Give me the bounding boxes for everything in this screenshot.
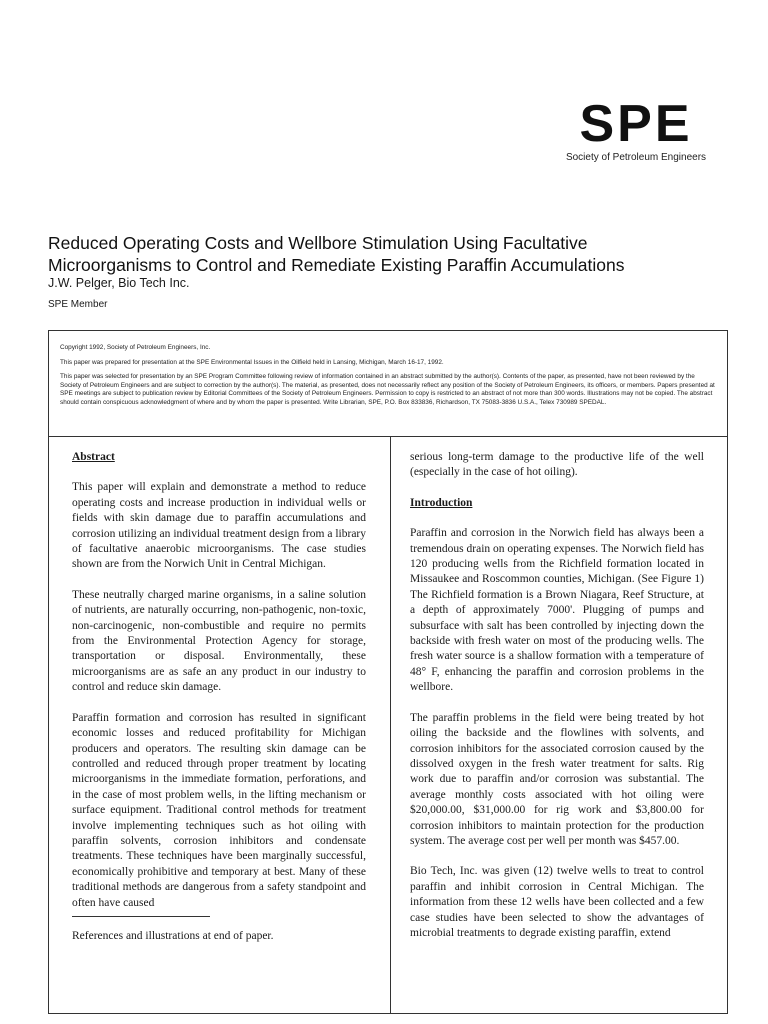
logo-mark: SPE xyxy=(579,95,693,153)
abstract-continuation: serious long-term damage to the productive life of the well (especially in the case of hot oiling). xyxy=(410,451,704,479)
footnote-rule xyxy=(72,916,210,917)
abstract-paragraph-1: This paper will explain and demonstrate a method to reduce operating costs and increase production in individual wells or fields with skin damage due to paraffin accumulations and corrosion utilizing an individual treatment design from a library of facultative anaerobic microorganisms. The case studies shown are from the Norwich Unit in Central Michigan. xyxy=(72,481,366,571)
notice-divider xyxy=(48,436,728,437)
copyright-text: Copyright 1992, Society of Petroleum Engineers, Inc. xyxy=(60,344,211,351)
abstract-heading: Abstract xyxy=(72,451,115,463)
title-line-1: Reduced Operating Costs and Wellbore Stimulation Using Facultative xyxy=(48,233,588,253)
column-divider xyxy=(390,436,391,1014)
abstract-paragraph-3: Paraffin formation and corrosion has resulted in significant economic losses and reduced profitability for Michigan producers and operators. The resulting skin damage can be controlled and reduced through proper treatment by locating microorganisms in the immediate formation, perforations, and in the case of most problem wells, in the lifting mechanism or surface equipment. Traditional control methods for treatment involve implementing techniques such as hot oiling with paraffin solvents, corrosion inhibitors and condensate treatments. These techniques have been marginally successful, economically prohibitive and temporary at best. Many of these traditional methods are dangerous from a safety standpoint and often have caused xyxy=(72,711,366,909)
member-line: SPE Member xyxy=(48,299,108,310)
abstract-paragraph-2: These neutrally charged marine organisms, in a saline solution of nutrients, are naturally occurring, non-pathogenic, non-toxic, non-carcinogenic, non-combustible and require no permits from the Environmental Protection Agency for storage, transportation or disposal. Environmentally, these microorganisms are as safe an any product in our industry to control and reduce skin damage. xyxy=(72,588,366,694)
prepared-text: This paper was prepared for presentation at the SPE Environmental Issues in the Oilfield held in Lansing, Michigan, March 16-17, 1992. xyxy=(60,358,444,366)
selection-text: This paper was selected for presentation by an SPE Program Committee following review of information contained in an abstract submitted by the author(s). Contents of the paper, as presented, have not been reviewed by the Society of Petroleum Engineers and are subject to correction by the author(s). The material, as presented, does not necessarily reflect any position of the Society of Petroleum Engineers, its officers, or members. Papers presented at SPE meetings are subject to publication review by Editorial Committees of the Society of Petroleum Engineers. Permission to copy is restricted to an abstract of not more than 300 words. Illustrations may not be copied. The abstract should contain conspicuous acknowledgment of where and by whom the paper is presented. Write Librarian, SPE, P.O. Box 833836, Richardson, TX 75083-3836 U.S.A., Telex 730989 SPEDAL. xyxy=(60,373,715,406)
right-column xyxy=(410,450,704,956)
introduction-paragraph-1: Paraffin and corrosion in the Norwich field has always been a tremendous drain on operating expenses. The Norwich field has 120 producing wells from the Richfield formation located in Missaukee and Roscommon counties, Michigan. (See Figure 1) The Richfield formation is a Brown Niagara, Reef Structure, at a depth of approximately 7000'. Plugging of pumps and subsurface with salt has been controlled by injecting down the backside with fresh water on most of the producing wells. The fresh water source is a shallow formation with a temperature of 48° F, enhancing the paraffin and corrosion problems in the wellbore. xyxy=(410,527,704,694)
spe-logo xyxy=(558,96,714,163)
left-column xyxy=(72,450,366,926)
logo-subtitle: Society of Petroleum Engineers xyxy=(565,152,707,163)
title-line-2: Microorganisms to Control and Remediate Existing Paraffin Accumulations xyxy=(48,255,625,275)
introduction-heading: Introduction xyxy=(410,496,473,509)
footnote: References and illustrations at end of paper. xyxy=(72,930,274,942)
introduction-paragraph-3: Bio Tech, Inc. was given (12) twelve wells to treat to control paraffin and inhibit corrosion in Central Michigan. The information from these 12 wells have been collected and a few case studies have been selected to show the advantages of microbial treatments to degrade existing paraffin, extend xyxy=(410,865,704,939)
paper-title xyxy=(48,232,728,276)
author-line: J.W. Pelger, Bio Tech Inc. xyxy=(48,276,190,290)
introduction-paragraph-2: The paraffin problems in the field were being treated by hot oiling the backside and the flowlines with solvents, and corrosion inhibitors for the associated corrosion caused by the dissolved oxygen in the fresh water treatment for salts. Rig work due to paraffin and/or corrosion was substantial. The average monthly costs associated with hot oiling were $20,000.00, $31,000.00 for rig work and $3,800.00 for corrosion inhibitors to maintain protection for the production system. The average cost per well per month was $457.00. xyxy=(410,711,704,847)
copyright-notice xyxy=(60,344,716,414)
